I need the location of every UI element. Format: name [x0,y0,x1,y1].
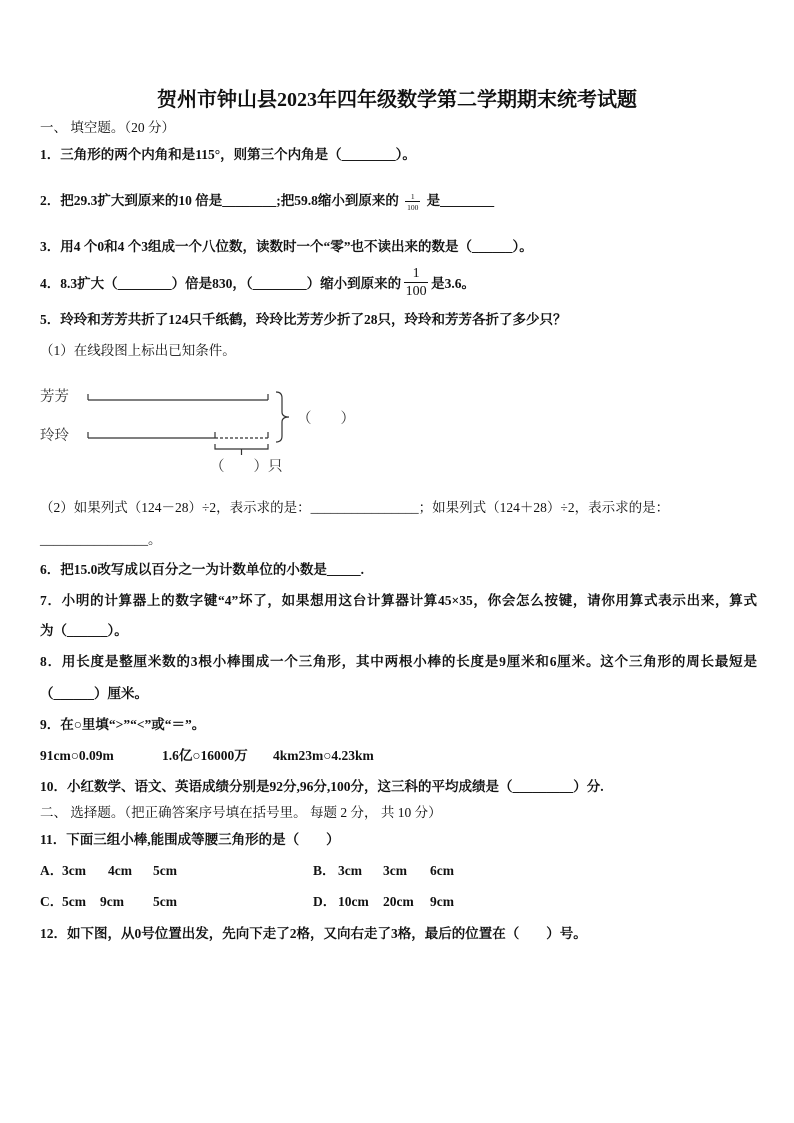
question-7-line-1: 7．小明的计算器上的数字键“4”坏了，如果想用这台计算器计算45×35，你会怎么按键，请你用算式表示出来，算式 [40,593,757,608]
question-10: 10．小红数学、语文、英语成绩分别是92分,96分,100分，这三科的平均成绩是（_________）分. [40,779,604,794]
line-segment-diagram [30,380,370,480]
question-5-part-1: （1）在线段图上标出已知条件。 [40,343,236,358]
question-4-text-before: 4．8.3扩大（________）倍是830，（________）缩小到原来的 [40,276,402,291]
question-6: 6．把15.0改写成以百分之一为计数单位的小数是_____. [40,562,364,577]
option-c [40,894,300,910]
question-4-fraction [404,266,428,300]
option-value: 5cm [62,894,86,909]
option-value: 6cm [430,863,454,878]
option-value: 3cm [62,863,86,878]
lingling-label: 玲玲 [40,428,69,444]
question-2-text-before: 2．把29.3扩大到原来的10 倍是________;把59.8缩小到原来的 [40,193,399,208]
section1-heading: 一、 填空题。（20 分） [40,120,175,135]
question-5-part-2-line-2: ________________。 [40,532,162,547]
fraction-denominator: 100 [405,284,427,300]
question-9-item: 4km23m○4.23km [273,748,374,763]
option-value: 9cm [100,894,124,909]
section2-heading: 二、 选择题。（把正确答案序号填在括号里。 每题 2 分， 共 10 分） [40,805,442,820]
question-2 [40,191,495,213]
option-value: 10cm [338,894,369,909]
option-label: C． [40,894,64,909]
question-4 [40,266,475,300]
question-8-line-2: （______）厘米。 [40,686,148,701]
fraction-numerator: 1 [405,193,420,203]
question-2-fraction [405,191,420,213]
option-label: B． [313,863,336,878]
fraction-denominator: 100 [407,203,419,213]
option-b [313,863,573,879]
fangfang-label: 芳芳 [40,389,69,405]
question-5-stem: 5．玲玲和芳芳共折了124只千纸鹤，玲玲比芳芳少折了28只，玲玲和芳芳各折了多少只？ [40,312,567,327]
option-value: 5cm [153,894,177,909]
question-9-item: 91cm○0.09m [40,748,114,763]
option-value: 9cm [430,894,454,909]
question-5-part-2-line-1: （2）如果列式（124－28）÷2，表示求的是：________________；如果列式（124＋28）÷2，表示求的是： [40,500,670,515]
question-11-stem: 11．下面三组小棒,能围成等腰三角形的是（ ） [40,832,340,847]
option-label: D． [313,894,337,909]
exam-title: 贺州市钟山县2023年四年级数学第二学期期末统考试题 [157,89,637,111]
total-blank: （ ） [297,411,355,427]
option-value: 5cm [153,863,177,878]
option-value: 3cm [338,863,362,878]
question-1: 1．三角形的两个内角和是115°，则第三个内角是（________）。 [40,147,416,162]
total-brace [276,392,289,442]
question-4-text-after: 是3.6。 [431,276,475,291]
question-9-stem: 9．在○里填“>”“<”或“＝”。 [40,717,206,732]
option-value: 3cm [383,863,407,878]
question-7-line-2: 为（______）。 [40,623,128,638]
option-a [40,863,300,879]
option-d [313,894,573,910]
difference-bracket [215,444,268,455]
question-2-text-after: 是________ [426,193,495,208]
question-3: 3．用4 个0和4 个3组成一个八位数，读数时一个“零”也不读出来的数是（______）。 [40,239,533,254]
option-label: A． [40,863,64,878]
question-9-item: 1.6亿○16000万 [162,748,248,763]
option-value: 4cm [108,863,132,878]
option-value: 20cm [383,894,414,909]
question-8-line-1: 8．用长度是整厘米数的3根小棒围成一个三角形，其中两根小棒的长度是9厘米和6厘米。这个三角形的周长最短是 [40,654,757,669]
fraction-numerator: 1 [404,267,428,283]
question-12: 12．如下图，从0号位置出发，先向下走了2格，又向右走了3格，最后的位置在（ ）号。 [40,926,587,941]
difference-blank: （ ）只 [210,459,283,475]
